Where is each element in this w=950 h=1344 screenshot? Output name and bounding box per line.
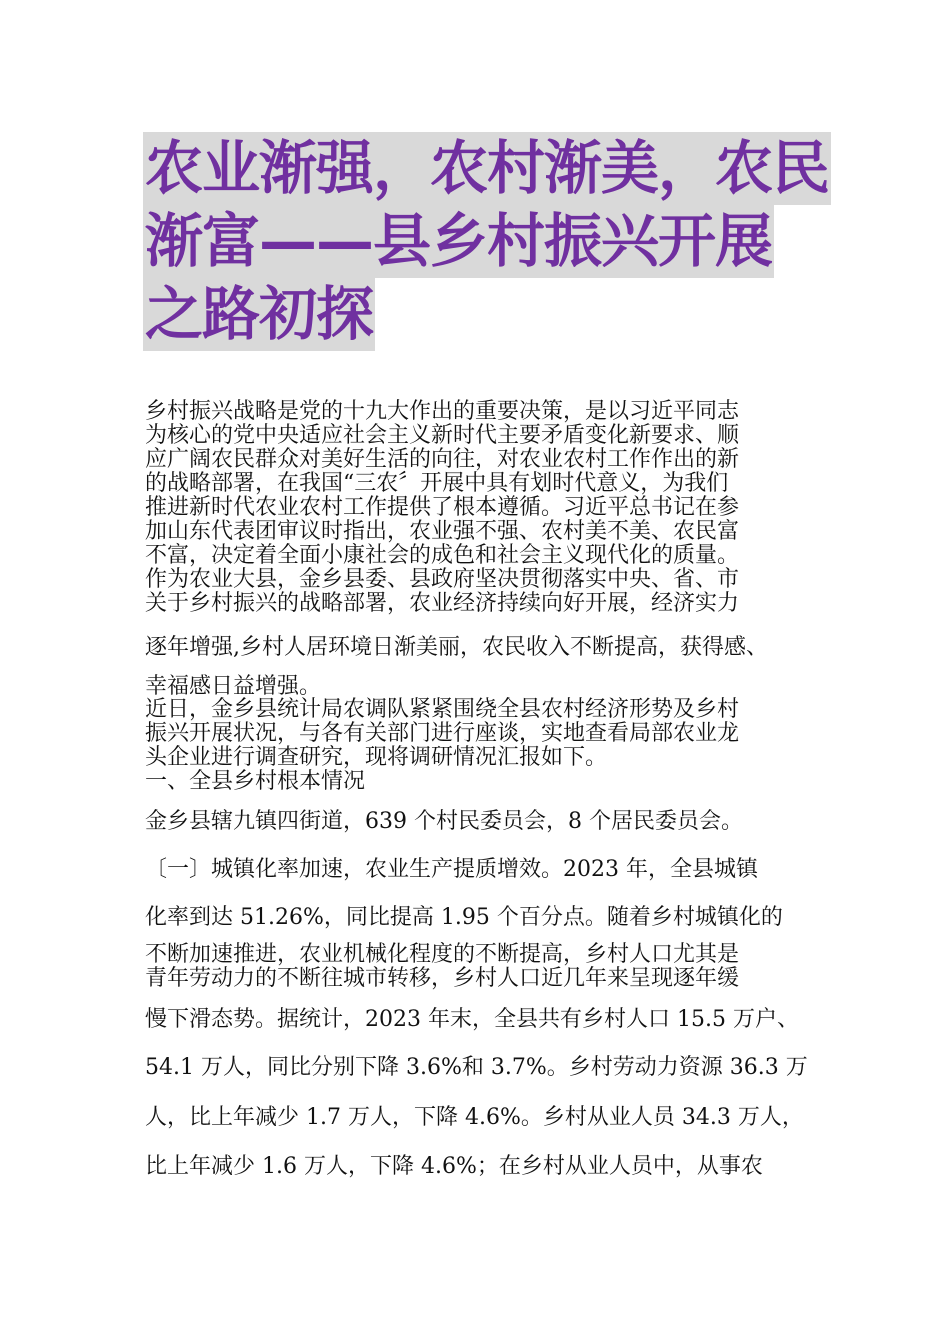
text-line-block <box>145 1106 825 1130</box>
text-line: 青年劳动力的不断往城市转移，乡村人口近几年来呈现逐年缓 <box>145 966 740 991</box>
text-line: 加山东代表团审议时指出，农业强不强、农村美不美、农民富 <box>145 519 740 544</box>
text-line: 作为农业大县，金乡县委、县政府坚决贯彻落实中央、省、市 <box>145 567 740 592</box>
text-line: 的战略部署，在我国“三农〞开展中具有划时代意义，为我们 <box>145 471 729 496</box>
text-line: 头企业进行调查研究，现将调研情况汇报如下。 <box>145 745 608 770</box>
text-line: 为核心的党中央适应社会主义新时代主要矛盾变化新要求、顺 <box>145 423 740 448</box>
text-line: 关于乡村振兴的战略部署，农业经济持续向好开展，经济实力 <box>145 591 740 616</box>
intro-paragraph <box>145 400 825 616</box>
title-line: 渐富——县乡村振兴开展 <box>143 205 774 278</box>
text-line-block <box>145 1056 825 1080</box>
text-line: 逐年增强,乡村人居环境日渐美丽，农民收入不断提高，获得感、 <box>145 635 768 660</box>
text-line-block <box>145 943 825 991</box>
text-line-block <box>145 906 825 930</box>
text-line: 化率到达 51.26%，同比提高 1.95 个百分点。随着乡村城镇化的 <box>145 905 783 930</box>
text-line: 54.1 万人，同比分别下降 3.6%和 3.7%。乡村劳动力资源 36.3 万 <box>145 1055 808 1080</box>
text-line: 振兴开展状况，与各有关部门进行座谈，实地查看局部农业龙 <box>145 721 740 746</box>
text-line-block <box>145 636 825 660</box>
text-line: 比上年减少 1.6 万人，下降 4.6%；在乡村从业人员中，从事农 <box>145 1154 763 1179</box>
text-line-block <box>145 858 825 882</box>
text-line: 不断加速推进，农业机械化程度的不断提高，乡村人口尤其是 <box>145 942 740 967</box>
text-line: 乡村振兴战略是党的十九大作出的重要决策，是以习近平同志 <box>145 399 740 424</box>
text-line: 推进新时代农业农村工作提供了根本遵循。习近平总书记在参 <box>145 495 740 520</box>
text-line: 不富，决定着全面小康社会的成色和社会主义现代化的质量。 <box>145 543 740 568</box>
text-line-block <box>145 675 825 699</box>
text-line: 近日，金乡县统计局农调队紧紧围绕全县农村经济形势及乡村 <box>145 697 740 722</box>
text-line-block <box>145 1008 825 1032</box>
text-line: 人，比上年减少 1.7 万人，下降 4.6%。乡村从业人员 34.3 万人， <box>145 1105 804 1130</box>
text-line: 慢下滑态势。据统计，2023 年末，全县共有乡村人口 15.5 万户、 <box>145 1007 799 1032</box>
subsection-heading: 〔一〕城镇化率加速，农业生产提质增效。2023 年，全县城镇 <box>145 857 758 882</box>
section-heading: 一、全县乡村根本情况 <box>145 769 366 794</box>
text-line: 幸福感日益增强。 <box>145 674 322 699</box>
text-line-block <box>145 810 825 834</box>
text-line: 应广阔农民群众对美好生活的向往，对农业农村工作作出的新 <box>145 447 740 472</box>
title-line: 农业渐强，农村渐美，农民 <box>143 132 831 205</box>
document-title <box>143 132 830 351</box>
text-line: 金乡县辖九镇四街道，639 个村民委员会，8 个居民委员会。 <box>145 809 743 834</box>
text-line-block <box>145 1155 825 1179</box>
research-paragraph <box>145 698 825 794</box>
title-line: 之路初探 <box>143 278 375 351</box>
